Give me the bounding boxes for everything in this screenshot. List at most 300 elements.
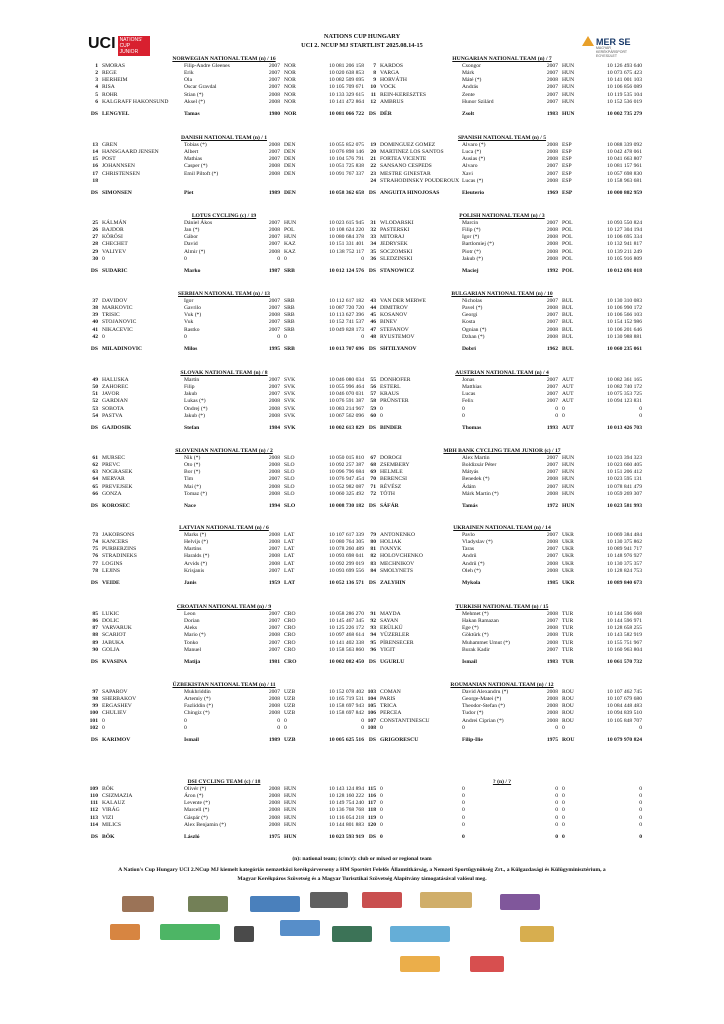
nationality: UKR [562,546,574,553]
rider-row [84,220,364,227]
directeur-sportif-row [84,834,364,841]
bib-number: 81 [370,546,376,553]
last-name: KOSANOV [380,312,408,319]
sponsor-logo [250,896,300,912]
team-title: DANISH NATIONAL TEAM (n) / 1 [180,135,268,141]
bib-number: 43 [370,298,376,304]
uci-id: 10 096 796 684 [329,469,364,476]
birth-year: 1980 [268,110,280,117]
birth-year: 2008 [268,703,280,710]
uci-id: 10 012 124 576 [329,267,364,274]
last-name: SUDARIC [102,267,128,274]
team-panel [362,603,642,666]
nationality: NOR [284,91,296,98]
bib-number: 105 [367,703,376,710]
sponsor-logo [122,896,154,912]
birth-year: 2007 [268,149,280,156]
nationality: BUL [562,312,574,319]
first-name: Alvaro [462,163,478,170]
nationality: POL [284,227,295,234]
nationality: TUR [562,646,574,653]
rider-row [362,256,642,263]
first-name: Luca (*) [462,149,482,156]
nationality: HUN [284,793,297,800]
birth-year: 2007 [546,98,558,105]
directeur-sportif-row [84,659,364,666]
rider-row [84,476,364,483]
nationality: HUN [562,84,575,91]
birth-year: 2008 [268,539,280,546]
first-name: Boldizsár Péter [462,462,497,469]
nationality: ROU [562,717,574,724]
uci-id: 10 049 828 173 [329,326,364,333]
rider-row [84,546,364,553]
nationality: HUN [284,234,297,241]
rider-row [362,334,642,341]
bib-number: 108 [367,724,376,731]
uci-id: 10 143 124 894 [329,786,364,792]
rider-row [362,406,642,413]
rider-row [84,334,364,341]
birth-year: 2007 [546,84,558,91]
nationality: HUN [562,476,575,483]
bib-number: 14 [92,149,98,156]
bib-number: 78 [92,567,98,574]
rider-row [362,710,642,717]
rider-row [362,413,642,420]
nationality: LAT [284,546,295,553]
first-name: 0 [462,800,465,807]
first-name: Márk Martin (*) [462,490,499,497]
rider-row [84,391,364,398]
uci-id: 10 050 015 810 [329,455,364,461]
birth-year: 2007 [268,546,280,553]
birth-year: 2007 [268,220,280,226]
last-name: FORTEA VICENTE [380,156,427,163]
first-name: Georgi [462,312,478,319]
bib-number: 24 [370,177,376,184]
nationality: ESP [562,177,572,184]
directeur-sportif-row [84,503,364,510]
rider-row [84,142,364,149]
nationality: HUN [562,455,575,461]
nationality: DEN [284,163,296,170]
first-name: András [462,84,479,91]
first-name: Maciej [462,267,479,274]
last-name: BINEV [380,319,398,326]
nationality: UZB [284,703,296,710]
bib-number: 9 [373,77,376,84]
birth-year: 2007 [268,625,280,632]
last-name: CHULIEV [102,710,127,717]
rider-row [362,77,642,84]
last-name: RYUSTEMOV [380,333,415,340]
rider-row [84,178,364,185]
bib-number: 65 [92,483,98,490]
uci-id: 10 130 310 083 [607,298,642,304]
first-name: Oto (*) [184,462,201,469]
birth-year: 2008 [546,149,558,156]
first-name: Vuk [184,319,194,326]
bib-number: 36 [370,255,376,262]
first-name: Burak Kadir [462,646,490,653]
nationality: 0 [562,786,565,792]
bib-number: 34 [370,241,376,248]
birth-year: 2007 [546,384,558,391]
first-name: Bor (*) [184,469,201,476]
first-name: Lucas [462,391,476,398]
nationality: NOR [284,98,296,105]
last-name: MILICS [102,821,121,828]
birth-year: 0 [555,821,558,828]
uci-id: 10 082 509 695 [329,77,364,84]
birth-year: 1995 [268,345,280,352]
bib-number: 90 [92,646,98,653]
uci-id: 10 116 054 218 [329,814,364,821]
first-name: Mai (*) [184,483,201,490]
bib-number: 76 [92,553,98,560]
uci-id: 10 105 709 671 [329,84,364,91]
team-panel [84,369,364,432]
birth-year: 2007 [268,611,280,617]
last-name: DOROGI [380,455,402,461]
nationality: CRO [284,618,296,625]
bib-number: 100 [89,710,98,717]
last-name: GAJDOSIK [102,424,132,431]
nationality: SLO [284,502,296,509]
last-name: SOBOTA [102,405,124,412]
team-panel [84,524,364,587]
uci-id: 10 089 840 673 [607,579,642,586]
nationality: HUN [284,786,297,792]
nationality: ESP [562,189,573,196]
birth-year: 2007 [268,234,280,241]
uci-id: 10 104 576 791 [329,156,364,163]
nationality: POL [562,267,574,274]
nationality: POL [562,220,573,226]
ds-label: DS [90,424,98,431]
nationality: HUN [284,814,297,821]
team-title: ROUMANIAN NATIONAL TEAM (n) / 12 [450,682,554,688]
nationality: BUL [562,305,574,312]
uci-id: 10 158 697 842 [329,710,364,717]
first-name: Nace [184,502,196,509]
nationality: 0 [562,814,565,821]
uci-id: 10 093 698 041 [329,553,364,560]
birth-year: 2007 [546,455,558,461]
birth-year: 2008 [268,786,280,792]
birth-year: 2007 [268,298,280,304]
birth-year: 2008 [546,490,558,497]
last-name: 0 [380,412,383,419]
nationality: HUN [562,483,575,490]
first-name: David [184,241,198,248]
nationality: HUN [562,110,575,117]
uci-id: 10 023 615 945 [329,220,364,226]
birth-year: 2007 [268,326,280,333]
last-name: HORVÁTH [380,77,407,84]
first-name: Oleh (*) [462,567,481,574]
bib-number: 103 [367,689,376,695]
uci-id: 10 042 478 061 [607,149,642,156]
rider-row [84,455,364,462]
ds-label: DS [368,658,376,665]
uci-id: 10 005 625 516 [329,736,364,743]
first-name: 0 [462,807,465,814]
uci-id: 10 107 617 339 [329,532,364,538]
bib-number: 56 [370,384,376,391]
rider-row [84,398,364,405]
rider-row [84,462,364,469]
rider-row [362,171,642,178]
sponsor-logo [234,926,254,942]
uci-id: 10 076 947 454 [329,476,364,483]
birth-year: 0 [277,717,280,724]
rider-row [362,241,642,248]
rider-row [84,63,364,70]
nationality: HUN [562,77,575,84]
first-name: Hunor Szilárd [462,98,494,105]
last-name: 0 [380,807,383,814]
uci-id: 10 106 695 334 [607,234,642,241]
first-name: Almir (*) [184,248,206,255]
bib-number: 35 [370,248,376,255]
last-name: PASTVA [102,412,123,419]
first-name: Piotr (*) [462,248,481,255]
rider-row [362,725,642,732]
last-name: SIMONSEN [102,189,132,196]
birth-year: 2008 [546,560,558,567]
uci-id: 10 046 070 031 [329,391,364,398]
nationality: SRB [284,298,295,304]
bib-number: 80 [370,539,376,546]
rider-row [84,319,364,326]
rider-row [84,793,364,800]
last-name: SMORAS [102,63,126,69]
nationality: CRO [284,632,296,639]
rider-row [362,142,642,149]
first-name: Jakub (*) [462,255,483,262]
nationality: ROU [562,736,575,743]
directeur-sportif-row [84,190,364,197]
birth-year: 2007 [546,163,558,170]
uci-id: 10 130 375 862 [607,539,642,546]
birth-year: 0 [555,800,558,807]
last-name: CONSTANTINESCU [380,717,430,724]
nationality: HUN [562,462,575,469]
last-name: ESTERL [380,384,401,391]
first-name: 0 [462,814,465,821]
birth-year: 2008 [546,333,558,340]
last-name: DONHOFER [380,377,411,383]
first-name: Hakan Ramazan [462,618,499,625]
rider-row [362,234,642,241]
last-name: IVANYK [380,546,402,553]
rider-row [84,561,364,568]
birth-year: 1983 [546,110,558,117]
first-name: Ausias (*) [462,156,486,163]
uci-id: 0 [361,255,364,262]
last-name: VIRÁG [102,807,120,814]
uci-id: 10 002 735 279 [607,110,642,117]
bib-number: 118 [367,807,376,814]
rider-row [84,632,364,639]
team-panel [84,778,364,841]
bib-number: 57 [370,391,376,398]
rider-row [362,249,642,256]
uci-id: 10 076 591 387 [329,398,364,405]
bib-number: 115 [367,786,376,792]
nationality: KAZ [284,241,296,248]
rider-row [362,163,642,170]
last-name: PREVEJSEK [102,483,133,490]
birth-year: 2007 [546,646,558,653]
ds-label: DS [368,189,376,196]
first-name: Tobias (*) [184,142,207,148]
rider-row [84,149,364,156]
last-name: STRAHODINSKY POUDEROUX [380,177,460,184]
bib-number: 11 [370,91,376,98]
first-name: Ola [184,77,193,84]
ds-label: DS [368,345,376,352]
rider-row [84,618,364,625]
bib-number: 17 [92,170,98,177]
last-name: NIKACEVIC [102,326,133,333]
uci-id: 10 052 136 571 [329,579,364,586]
nationality: SLO [284,455,295,461]
birth-year: 2008 [546,703,558,710]
nationality: SLO [284,483,295,490]
rider-row [84,384,364,391]
uci-id: 10 079 970 824 [607,736,642,743]
uci-id: 10 091 767 337 [329,170,364,177]
uci-id: 10 020 638 853 [329,70,364,77]
directeur-sportif-row [84,346,364,353]
mer-se-logo [578,32,638,58]
nationality: 0 [562,412,565,419]
first-name: Thomas [462,424,482,431]
rider-row [84,256,364,263]
last-name: MARKOVIC [102,305,133,312]
last-name: HERHEIM [102,77,128,84]
first-name: Martin [184,377,200,383]
last-name: TRISIC [102,312,120,319]
first-name: Igor [184,298,194,304]
bib-number: 39 [92,312,98,319]
nationality: NOR [284,110,297,117]
team-panel [362,55,642,118]
nationality: BUL [562,298,574,304]
last-name: ZALYHIN [380,579,406,586]
last-name: LUKIC [102,611,120,617]
birth-year: 2007 [546,553,558,560]
rider-row [362,568,642,575]
first-name: Taras [462,546,475,553]
first-name: Alex Martin [462,455,490,461]
birth-year: 0 [555,405,558,412]
birth-year: 2007 [546,170,558,177]
uci-id: 10 088 339 092 [607,142,642,148]
uci-id: 10 165 719 531 [329,696,364,703]
last-name: DAVIDOV [102,298,128,304]
rider-row [362,455,642,462]
team-title: NORWEGIAN NATIONAL TEAM (n) / 16 [172,56,276,62]
last-name: ANTONENKO [380,532,416,538]
legend-note: (n): national team; (c/m/r): club or mixed or regional team [292,856,432,862]
bib-number: 92 [370,618,376,625]
last-name: VARVARUK [102,625,132,632]
nationality: SRB [284,305,295,312]
last-name: VALIYEV [102,248,127,255]
first-name: Oscar Gravdal [184,84,217,91]
first-name: Mykola [462,579,481,586]
uci-id: 10 023 394 323 [607,455,642,461]
nationality: SVK [284,424,296,431]
birth-year: 2008 [268,170,280,177]
last-name: TRICA [380,703,397,710]
bib-number: 83 [370,560,376,567]
uci-id: 10 152 536 019 [607,98,642,105]
first-name: Stefan [184,424,200,431]
bib-number: 16 [92,163,98,170]
team-panel [84,55,364,118]
uci-id: 10 094 123 831 [607,398,642,405]
birth-year: 2007 [546,377,558,383]
rider-row [84,249,364,256]
mer-se-mountain-icon [582,36,594,46]
rider-row [362,84,642,91]
bib-number: 54 [92,412,98,419]
first-name: Kosta [462,319,476,326]
rider-row [362,220,642,227]
uci-id: 10 097 468 614 [329,632,364,639]
rider-row [84,532,364,539]
rider-row [84,298,364,305]
uci-id: 10 132 941 817 [607,241,642,248]
rider-row [84,163,364,170]
nationality: LAT [284,532,295,538]
rider-row [84,815,364,822]
birth-year: 2008 [268,469,280,476]
nationality: HUN [562,490,575,497]
team-panel [362,290,642,353]
last-name: UGURLU [380,658,405,665]
nationality: AUT [562,424,574,431]
bib-number: 75 [92,546,98,553]
ds-label: DS [368,267,376,274]
rider-row [362,63,642,70]
rider-row [362,398,642,405]
support-note-line1: A Nation's Cup Hungary UCI 2.NCup MJ kiemelt kategóriás nemzetközi kerékpárverseny a HM Sportért Felelős Államtitkárság, a Nemzeti Sportügynökség Zrt., a Külgazdasági és Külügyminisztérium, a [118,867,606,873]
nationality: TUR [562,611,574,617]
first-name: Jan (*) [184,227,200,234]
birth-year: 1992 [546,267,558,274]
nationality: CRO [284,611,296,617]
last-name: HOLOVCHENKO [380,553,423,560]
bib-number: 47 [370,326,376,333]
last-name: DIMITROV [380,305,408,312]
rider-row [362,718,642,725]
first-name: Lukas (*) [184,398,206,405]
first-name: Gavrilo [184,305,202,312]
team-panel [362,212,642,275]
team-title: UKRAINEN NATIONAL TEAM (n) / 14 [453,525,551,531]
first-name: George-Matei (*) [462,696,502,703]
ds-label: DS [90,189,98,196]
nationality: HUN [562,70,575,77]
first-name: Theodor-Stefan (*) [462,703,505,710]
first-name: Filip-Andre Gleenes [184,63,230,69]
